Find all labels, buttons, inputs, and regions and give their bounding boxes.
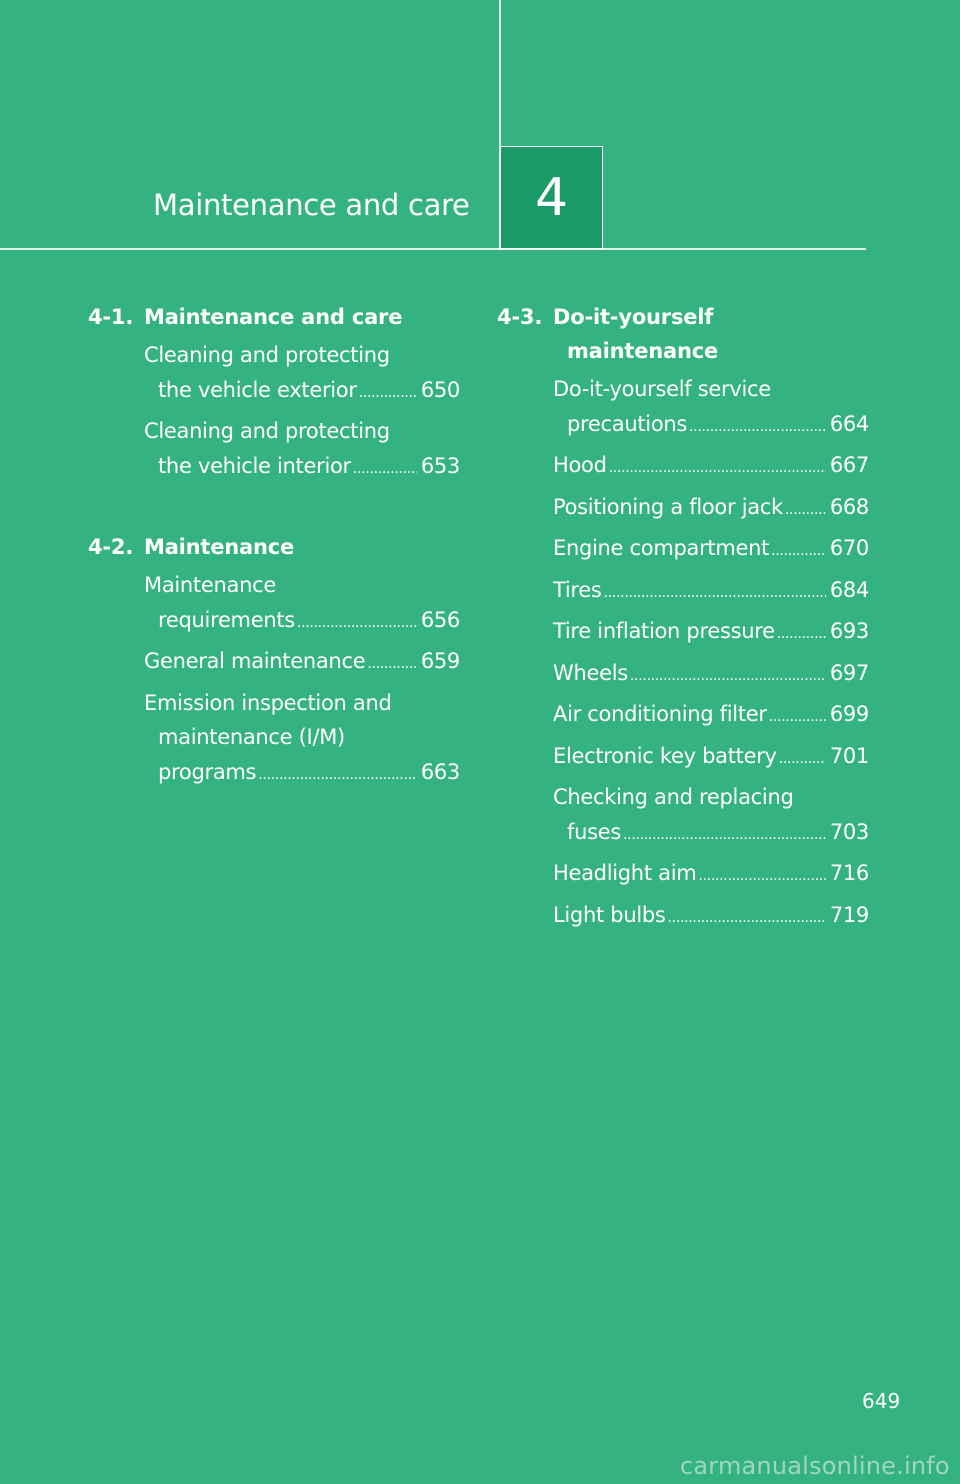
entry-page: 663	[420, 759, 460, 784]
section-number: 4-2.	[88, 535, 134, 559]
header-horizontal-rule	[0, 248, 866, 250]
dot-leader	[698, 859, 825, 894]
dot-leader	[785, 493, 826, 528]
entry-text: Tire inflation pressure	[553, 619, 775, 643]
entry-line: Emission inspection and	[144, 690, 392, 715]
entry-text: the vehicle interior	[158, 453, 351, 478]
entry-text: Air conditioning filter	[553, 702, 767, 726]
entry-text: Engine compartment	[553, 536, 770, 560]
toc-entry-hood[interactable]	[497, 448, 869, 486]
entry-text: Wheels	[553, 660, 628, 685]
entry-text: Electronic key battery	[553, 743, 777, 768]
section-title: Do-it-yourself	[553, 305, 714, 329]
dot-leader	[630, 659, 826, 694]
entry-page: 693	[829, 619, 869, 643]
toc-entry-fuses[interactable]	[497, 780, 869, 852]
entry-text: General maintenance	[144, 649, 366, 673]
dot-leader	[297, 606, 417, 641]
toc-entry-emission[interactable]	[88, 686, 460, 793]
dot-leader	[689, 410, 826, 445]
dot-leader	[779, 742, 826, 777]
section-title: Maintenance and care	[144, 305, 403, 329]
entry-page: 684	[829, 577, 869, 602]
entry-text: requirements	[158, 607, 295, 632]
entry-text: the vehicle exterior	[158, 377, 357, 402]
toc-entry-requirements[interactable]	[88, 568, 460, 640]
toc-entry-light-bulbs[interactable]	[497, 898, 869, 936]
dot-leader	[769, 700, 826, 735]
section-heading-4-1[interactable]	[88, 300, 460, 334]
entry-line: maintenance (I/M)	[158, 725, 345, 749]
entry-page: 668	[829, 494, 869, 519]
toc-entry-exterior[interactable]	[88, 338, 460, 410]
section-heading-4-3[interactable]	[497, 300, 869, 368]
entry-text: Light bulbs	[553, 902, 666, 927]
dot-leader	[609, 451, 826, 486]
entry-line: Checking and replacing	[553, 785, 794, 809]
entry-line: Cleaning and protecting	[144, 419, 390, 443]
dot-leader	[623, 818, 826, 853]
entry-page: 716	[829, 861, 869, 885]
entry-text: Hood	[553, 453, 607, 477]
dot-leader	[258, 758, 417, 793]
entry-text: Tires	[553, 577, 602, 602]
entry-page: 656	[420, 607, 460, 632]
section-title: Maintenance	[144, 535, 295, 559]
dot-leader	[777, 617, 826, 652]
entry-text: programs	[158, 759, 257, 784]
page-number: 649	[862, 1389, 901, 1413]
entry-line: Cleaning and protecting	[144, 343, 390, 367]
entry-text: fuses	[567, 819, 622, 844]
section-number: 4-3.	[497, 305, 543, 329]
entry-page: 699	[829, 702, 869, 726]
entry-page: 659	[420, 649, 460, 673]
dot-leader	[359, 376, 417, 411]
toc-column-left	[88, 300, 460, 796]
entry-line: Maintenance	[144, 573, 276, 597]
toc-entry-general-maintenance[interactable]	[88, 644, 460, 682]
toc-entry-floor-jack[interactable]	[497, 490, 869, 528]
entry-page: 653	[420, 453, 460, 478]
entry-page: 697	[829, 660, 869, 685]
chapter-number-box	[500, 146, 603, 249]
section-title-line2: maintenance	[567, 339, 719, 363]
toc-entry-headlight-aim[interactable]	[497, 856, 869, 894]
entry-page: 703	[829, 819, 869, 844]
toc-entry-tires[interactable]	[497, 573, 869, 611]
entry-line: Do-it-yourself service	[553, 377, 771, 401]
dot-leader	[367, 647, 417, 682]
toc-entry-wheels[interactable]	[497, 656, 869, 694]
chapter-number: 4	[534, 167, 569, 228]
toc-entry-precautions[interactable]	[497, 372, 869, 444]
dot-leader	[353, 452, 417, 487]
section-number: 4-1.	[88, 305, 134, 329]
entry-page: 701	[829, 743, 869, 768]
entry-page: 719	[829, 902, 869, 927]
dot-leader	[604, 576, 826, 611]
chapter-title: Maintenance and care	[153, 188, 470, 222]
entry-page: 664	[829, 411, 869, 436]
section-heading-4-2[interactable]	[88, 530, 460, 564]
toc-column-right	[497, 300, 869, 939]
entry-page: 650	[420, 377, 460, 402]
toc-entry-ac-filter[interactable]	[497, 697, 869, 735]
watermark: carmanualsonline.info	[680, 1452, 950, 1480]
toc-entry-tire-pressure[interactable]	[497, 614, 869, 652]
entry-text: Headlight aim	[553, 861, 697, 885]
entry-page: 670	[829, 536, 869, 560]
toc-entry-interior[interactable]	[88, 414, 460, 486]
entry-text: precautions	[567, 411, 688, 436]
dot-leader	[771, 534, 826, 569]
entry-page: 667	[829, 453, 869, 477]
toc-entry-key-battery[interactable]	[497, 739, 869, 777]
toc-entry-engine-compartment[interactable]	[497, 531, 869, 569]
entry-text: Positioning a floor jack	[553, 494, 783, 519]
dot-leader	[668, 901, 826, 936]
